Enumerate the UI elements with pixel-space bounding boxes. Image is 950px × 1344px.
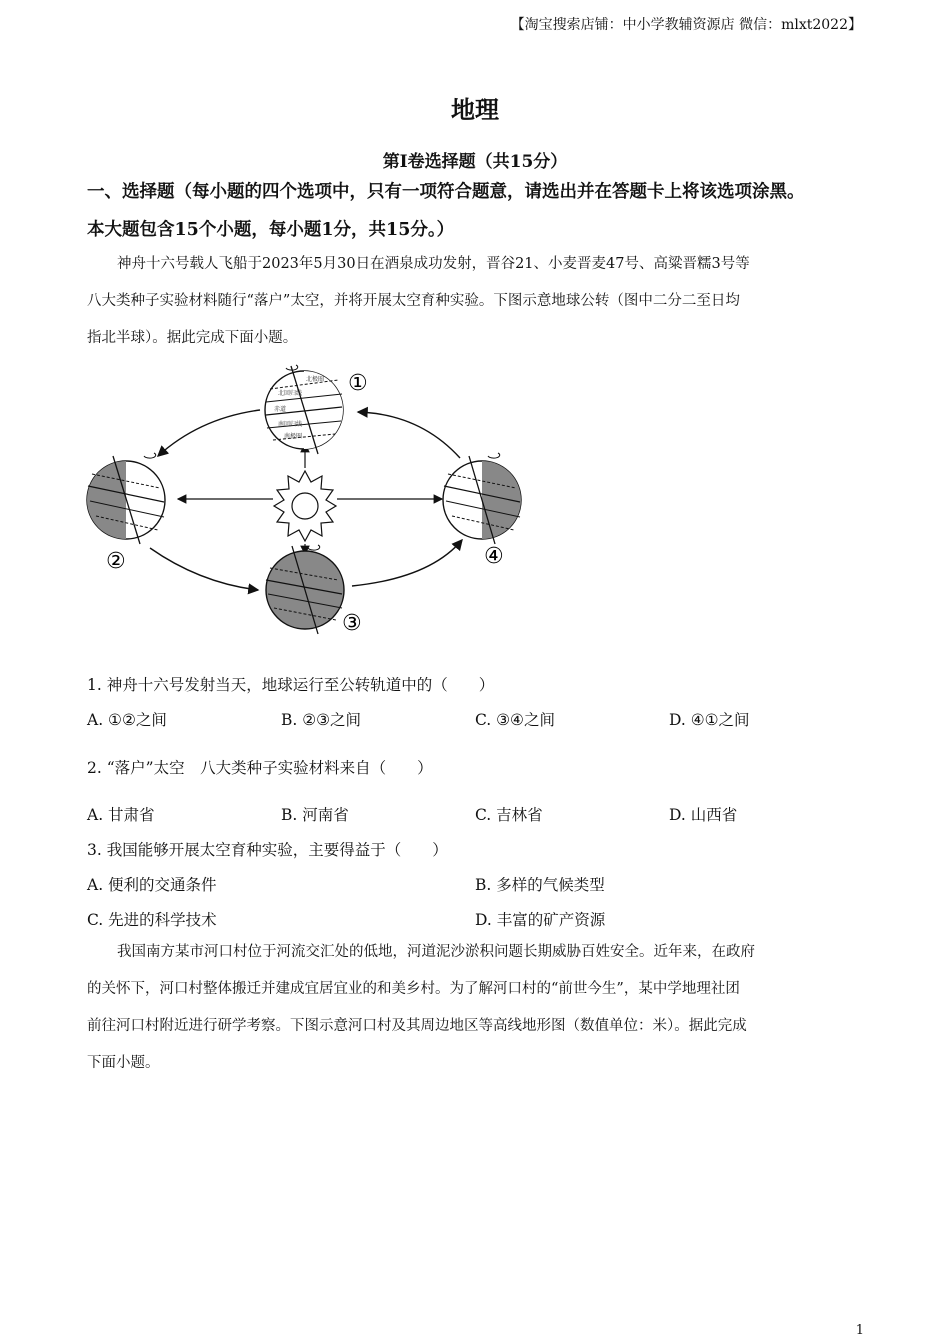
globe-line-label-2: 赤道 [274,406,287,413]
question-1-stem: 1. 神舟十六号发射当天，地球运行至公转轨道中的（ ） [87,676,495,694]
header-note: 【淘宝搜索店铺：中小学教辅资源店 微信：mlxt2022】 [510,17,862,33]
globe-position-1 [265,365,343,454]
position-label-1: ① [348,371,368,396]
passage1-line1: 神舟十六号载人飞船于2023年5月30日在酒泉成功发射，晋谷21、小麦晋麦47号、高粱晋糯3号等 [117,256,750,272]
question-3-option-d[interactable]: D. 丰富的矿产资源 [475,911,606,929]
globe-position-3 [266,545,344,634]
page-number: 1 [855,1323,864,1338]
globe-position-2 [87,453,165,544]
orbit-arrow-4-1 [358,412,460,458]
question-2-option-c[interactable]: C. 吉林省 [475,806,543,824]
passage1-line2: 八大类种子实验材料随行“落户”太空，并将开展太空育种实验。下图示意地球公转（图中二分二至日均 [87,293,740,309]
globe-line-label-3: 南回归线 [278,421,303,428]
earth-revolution-diagram [80,358,540,648]
question-2-stem: 2. “落户”太空 八大类种子实验材料来自（ ） [87,759,433,777]
position-label-4: ④ [484,544,504,569]
section-heading-line1: 一、选择题（每小题的四个选项中，只有一项符合题意，请选出并在答题卡上将该选项涂黑。 [87,182,805,202]
question-2-option-d[interactable]: D. 山西省 [669,806,738,824]
question-1-option-d[interactable]: D. ④①之间 [669,711,750,729]
page-subtitle: 第Ⅰ卷选择题（共15分） [382,152,568,172]
question-2-option-b[interactable]: B. 河南省 [281,806,349,824]
passage2-line3: 前往河口村附近进行研学考察。下图示意河口村及其周边地区等高线地形图（数值单位：米）。据此完成 [87,1018,747,1034]
passage1-line3: 指北半球）。据此完成下面小题。 [87,330,298,346]
sun-icon [274,471,336,541]
question-3-option-b[interactable]: B. 多样的气候类型 [475,876,605,894]
position-label-2: ② [106,549,126,574]
globe-position-4 [443,453,521,544]
globe-line-label-1: 北回归线 [278,390,303,397]
orbit-arrow-1-2 [158,410,260,456]
orbit-arrow-3-4 [352,540,462,586]
passage2 [87,934,862,1082]
globe-line-label-0: 北极圈 [306,376,325,383]
passage1 [87,246,862,357]
question-2-option-a[interactable]: A. 甘肃省 [87,806,155,824]
orbit-arrow-2-3 [150,548,258,590]
section-heading-line2: 本大题包含15个小题，每小题1分，共15分。） [87,220,455,240]
question-1-option-c[interactable]: C. ③④之间 [475,711,555,729]
question-3-option-a[interactable]: A. 便利的交通条件 [87,876,217,894]
question-3-stem: 3. 我国能够开展太空育种实验，主要得益于（ ） [87,841,448,859]
passage2-line1: 我国南方某市河口村位于河流交汇处的低地，河道泥沙淤积问题长期威胁百姓安全。近年来，在政府 [117,944,755,960]
question-1-option-b[interactable]: B. ②③之间 [281,711,362,729]
passage2-line2: 的关怀下，河口村整体搬迁并建成宜居宜业的和美乡村。为了解河口村的“前世今生”，某中学地理社团 [87,981,740,997]
page-title: 地理 [451,95,499,124]
globe-line-label-4: 南极圈 [284,433,303,440]
question-1-option-a[interactable]: A. ①②之间 [87,711,167,729]
question-3-option-c[interactable]: C. 先进的科学技术 [87,911,217,929]
position-label-3: ③ [342,611,362,636]
passage2-line4: 下面小题。 [87,1055,160,1071]
